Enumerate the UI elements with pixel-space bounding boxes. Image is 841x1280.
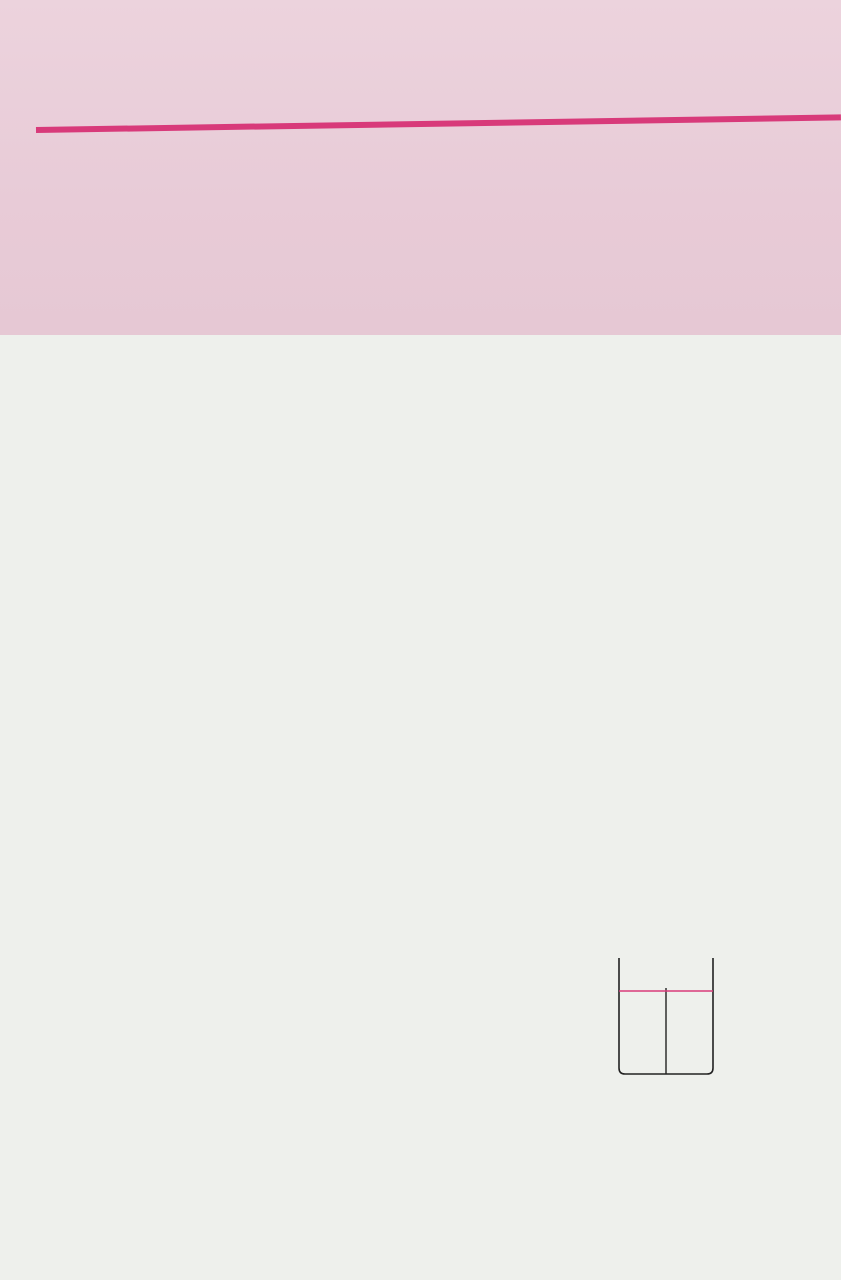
beaker-time-zero xyxy=(619,958,713,1074)
